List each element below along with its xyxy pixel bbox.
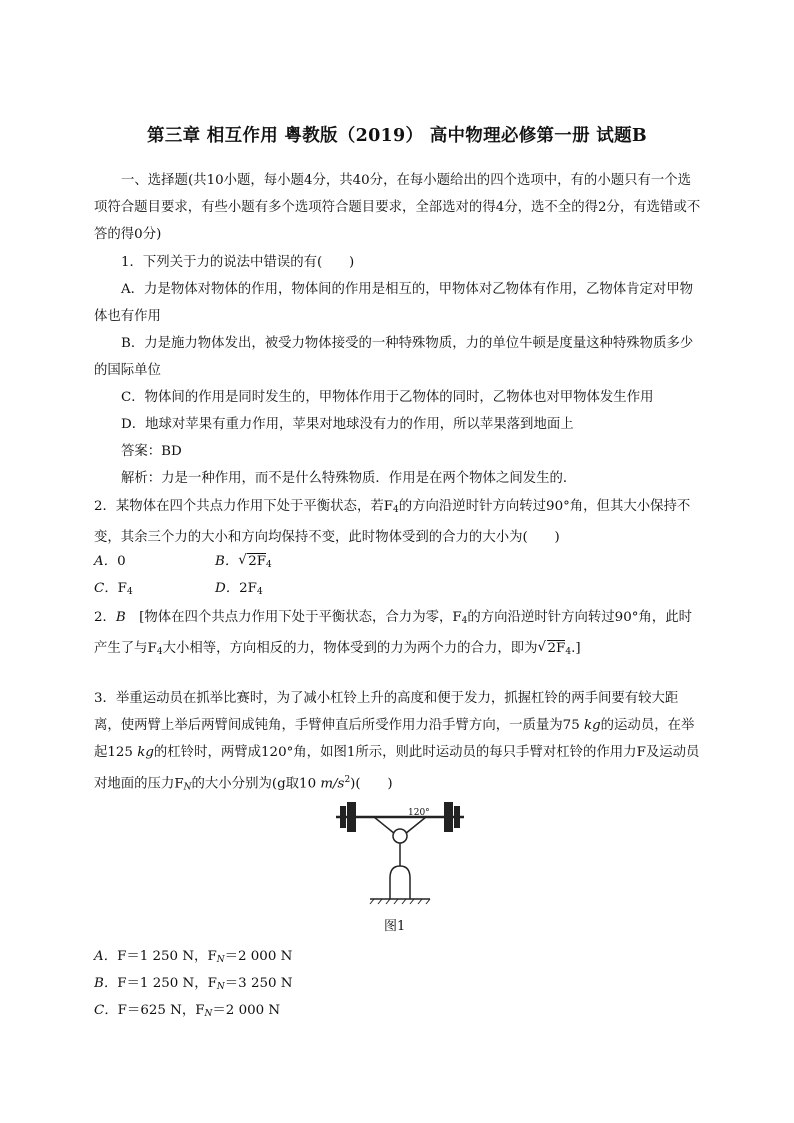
q2-option-d: D．$2F_4$ [215,581,263,597]
section-intro: 一、选择题(共10小题，每小题4分，共40分，在每小题给出的四个选项中，有的小题只有一个选项符合题目要求，有些小题有多个选项符合题目要求，全部选对的得4分，选不全的得2分，有选错或不答的得0分) [94,173,701,243]
q1-option-b: B．力是施力物体发出，被受力物体接受的一种特殊物质，力的单位牛顿是度量这种特殊物质多少的国际单位 [94,336,694,379]
q1-option-d: D．地球对苹果有重力作用，苹果对地球没有力的作用，所以苹果落到地面上 [121,417,574,432]
q2-option-b: B．√ $2F_4$ [215,548,272,579]
q2-solution: 2．B [物体在四个共点力作用下处于平衡状态，合力为零，$F_4$的方向沿逆时针方向转过90°角，此时产生了与$F_4$大小相等，方向相反的力，物体受到的力为两个力的合力，即为√ $2F_4$.] [94,604,702,666]
q3-option-c: C．F＝625 N，$F_N=2$ 000 N [94,1003,281,1019]
figure-caption: 图1 [384,919,406,934]
lifter-head [393,829,407,843]
q2-option-a: A．0 [94,554,126,569]
q2-stem: 2．某物体在四个共点力作用下处于平衡状态，若$F_4$的方向沿逆时针方向转过90°角，但其大小保持不变，其余三个力的大小和方向均保持不变，此时物体受到的合力的大小为( ) [94,499,691,546]
q1-option-a: A．力是物体对物体的作用，物体间的作用是相互的，甲物体对乙物体有作用，乙物体肯定对甲物体也有作用 [94,282,694,325]
angle-label: 120° [408,808,430,818]
q1-analysis: 解析：力是一种作用，而不是什么特殊物质．作用是在两个物体之间发生的． [121,471,577,486]
weightlifter-figure [330,796,470,908]
q3-option-b: B．F＝1 250 N，$F_N=3$ 250 N [94,976,293,992]
q2-option-c: C．$F_4$ [94,581,133,597]
page-title: 第三章 相互作用 粤教版（2019） 高中物理必修第一册 试题B [147,126,647,146]
q3-option-a: A．F＝1 250 N，$F_N=2$ 000 N [94,949,293,965]
q3-stem: 3．举重运动员在抓举比赛时，为了减小杠铃上升的高度和便于发力，抓握杠铃的两手间要有较大距离，使两臂上举后两臂间成钝角，手臂伸直后所受作用力沿手臂方向，一质量为75 kg的运动员，在举起125 kg的杠铃时，两臂成120°角，如图1所示，则此时运动员的每只手臂对杠铃的作用力F及运动员对地面的压力$F_N$的大小分别为(g取10 $m/s^2$)( ) [94,691,700,793]
q1-option-c: C．物体间的作用是同时发生的，甲物体作用于乙物体的同时，乙物体也对甲物体发生作用 [121,390,654,405]
q1-stem: 1．下列关于力的说法中错误的有( ) [121,255,355,270]
lifter-legs [390,866,410,899]
q1-answer: 答案：BD [121,444,182,459]
